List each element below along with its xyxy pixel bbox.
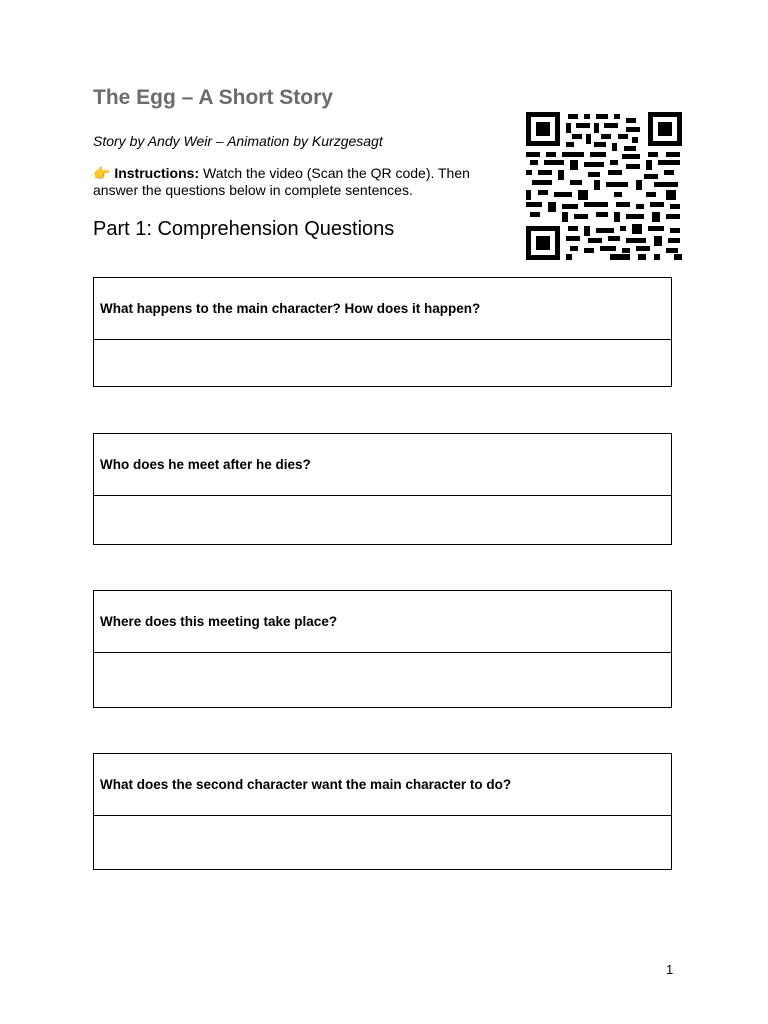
section-heading: Part 1: Comprehension Questions (93, 218, 395, 240)
document-title: The Egg – A Short Story (93, 86, 333, 109)
page-number: 1 (666, 962, 674, 977)
answer-field[interactable] (94, 816, 671, 869)
question-prompt: Who does he meet after he dies? (94, 434, 671, 496)
question-prompt: What does the second character want the main character to do? (94, 754, 671, 816)
answer-field[interactable] (94, 653, 671, 707)
instructions (93, 165, 493, 199)
answer-field[interactable] (94, 496, 671, 544)
question-prompt: Where does this meeting take place? (94, 591, 671, 653)
byline: Story by Andy Weir – Animation by Kurzgesagt (93, 133, 383, 149)
question-prompt: What happens to the main character? How does it happen? (94, 278, 671, 340)
answer-field[interactable] (94, 340, 671, 386)
instructions-label: Instructions: (114, 165, 200, 181)
question-box-3 (93, 590, 672, 708)
question-box-1 (93, 277, 672, 387)
question-box-2 (93, 433, 672, 545)
qr-code-icon (526, 112, 682, 260)
instructions-text: Watch the video (Scan the QR code). Then answer the questions below in complete sentences. (93, 165, 470, 198)
question-box-4 (93, 753, 672, 870)
pointing-hand-icon: 👉 (93, 165, 111, 181)
